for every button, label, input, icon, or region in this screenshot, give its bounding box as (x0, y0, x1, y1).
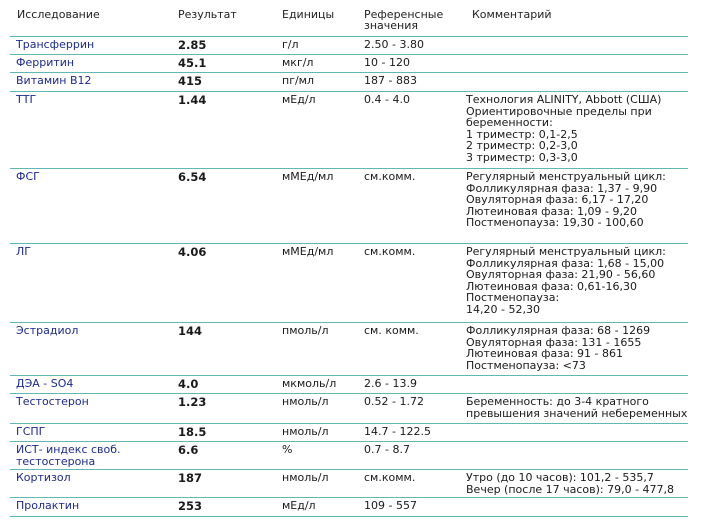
test-name (16, 396, 171, 408)
header-reference-line2: значения (364, 19, 419, 32)
reference-range: см. комм. (364, 324, 419, 337)
table-row (10, 375, 688, 393)
test-name-line: ГСПГ (16, 425, 46, 438)
units: г/л (282, 38, 299, 51)
result-value: 6.54 (178, 170, 207, 184)
reference-range: 2.50 - 3.80 (364, 38, 424, 51)
test-name-line: ФСГ (16, 170, 40, 183)
table-bottom-rule (10, 516, 688, 517)
units: мкмоль/л (282, 377, 337, 390)
result-value: 6.6 (178, 443, 199, 457)
comment (466, 472, 688, 495)
comment-line: Овуляторная фаза: 131 - 1655 (466, 335, 642, 349)
test-name-line: тестостерона (16, 454, 96, 468)
comment-line: Утро (до 10 часов): 101,2 - 535,7 (466, 471, 654, 484)
comment (466, 396, 688, 419)
comment-line: 2 триместр: 0,2-3,0 (466, 139, 578, 152)
comment-line: 3 триместр: 0,3-3,0 (466, 150, 578, 164)
table-row (10, 168, 688, 243)
comment (466, 171, 688, 229)
comment-line: превышения значений небеременных (466, 406, 688, 420)
header-result: Результат (178, 8, 237, 21)
header-comment: Комментарий (472, 8, 552, 21)
comment-line: Лютеиновая фаза: 1,09 - 9,20 (466, 204, 637, 218)
test-name-line: ТТГ (16, 93, 37, 106)
comment-line: Овуляторная фаза: 6,17 - 17,20 (466, 193, 649, 206)
test-name (16, 94, 171, 106)
comment-line: Фолликулярная фаза: 1,68 - 15,00 (466, 256, 665, 270)
reference-range: см.комм. (364, 170, 416, 183)
comment (466, 246, 688, 315)
reference-range: 14.7 - 122.5 (364, 425, 431, 438)
table-row (10, 91, 688, 168)
units: мЕд/л (282, 499, 316, 512)
result-value: 45.1 (178, 56, 207, 70)
result-value: 4.06 (178, 245, 207, 259)
test-name-line: Кортизол (16, 471, 71, 484)
table-row (10, 243, 688, 322)
comment-line: Беременность: до 3-4 кратного (466, 395, 649, 408)
result-value: 18.5 (178, 425, 207, 439)
table-row (10, 393, 688, 423)
comment (466, 325, 688, 371)
reference-range: 10 - 120 (364, 56, 410, 69)
test-name-line: ДЭА - SO4 (16, 377, 74, 390)
table-row (10, 36, 688, 54)
test-name (16, 426, 171, 438)
test-name (16, 325, 171, 337)
reference-range: 2.6 - 13.9 (364, 377, 417, 390)
reference-range: 187 - 883 (364, 74, 417, 87)
units: нмоль/л (282, 425, 329, 438)
comment-line: Лютеиновая фаза: 91 - 861 (466, 347, 624, 360)
test-name-line: Витамин B12 (16, 74, 92, 87)
test-name-line: ЛГ (16, 245, 31, 258)
test-name (16, 171, 171, 183)
table-row (10, 54, 688, 72)
units: нмоль/л (282, 471, 329, 484)
header-units: Единицы (282, 8, 335, 21)
header-reference-line1: Референсные (364, 8, 444, 21)
result-value: 4.0 (178, 377, 199, 391)
comment-line: Лютеиновая фаза: 0,61-16,30 (466, 279, 638, 293)
comment-line: Овуляторная фаза: 21,90 - 56,60 (466, 268, 656, 281)
comment-line: Вечер (после 17 часов): 79,0 - 477,8 (466, 482, 675, 496)
table-row (10, 441, 688, 469)
result-value: 1.23 (178, 395, 207, 409)
test-name-line: ИСТ- индекс своб. (16, 443, 121, 456)
units: % (282, 443, 293, 456)
comment-line: Фолликулярная фаза: 68 - 1269 (466, 324, 651, 337)
result-value: 2.85 (178, 38, 207, 52)
result-value: 1.44 (178, 93, 207, 107)
test-name (16, 39, 171, 51)
comment-line: Ориентировочные пределы при (466, 104, 652, 118)
result-value: 144 (178, 324, 203, 338)
reference-range: 0.7 - 8.7 (364, 443, 410, 456)
reference-range: 0.52 - 1.72 (364, 395, 424, 408)
test-name (16, 246, 171, 258)
result-value: 253 (178, 499, 203, 513)
comment-line: Фолликулярная фаза: 1,37 - 9,90 (466, 181, 658, 195)
comment-line: Регулярный менструальный цикл: (466, 170, 666, 183)
units: мЕд/л (282, 93, 316, 106)
test-name (16, 378, 171, 390)
test-name-line: Тестостерон (16, 395, 89, 408)
test-name (16, 57, 171, 69)
header-reference (364, 9, 443, 31)
header-test: Исследование (17, 8, 100, 21)
reference-range: 109 - 557 (364, 499, 417, 512)
test-name-line: Трансферрин (16, 38, 95, 51)
comment-line: Постменопауза: <73 (466, 358, 586, 372)
units: мМЕд/мл (282, 245, 334, 258)
comment (466, 94, 688, 163)
comment-line: 14,20 - 52,30 (466, 302, 540, 316)
comment-line: Регулярный менструальный цикл: (466, 245, 666, 258)
table-row (10, 469, 688, 497)
units: пг/мл (282, 74, 315, 87)
test-name-line: Пролактин (16, 499, 80, 512)
units: мкг/л (282, 56, 314, 69)
units: мМЕд/мл (282, 170, 334, 183)
table-header (0, 0, 704, 34)
test-name-line: Ферритин (16, 56, 75, 69)
comment-line: 1 триместр: 0,1-2,5 (466, 127, 578, 141)
comment-line: Постменопауза: (466, 291, 560, 304)
reference-range: см.комм. (364, 245, 416, 258)
test-name (16, 75, 171, 87)
reference-range: 0.4 - 4.0 (364, 93, 410, 106)
comment-line: Постменопауза: 19,30 - 100,60 (466, 216, 644, 229)
result-value: 187 (178, 471, 203, 485)
table-row (10, 72, 688, 91)
table-row (10, 322, 688, 375)
test-name (16, 500, 171, 512)
test-name (16, 444, 171, 467)
reference-range: см.комм. (364, 471, 416, 484)
units: пмоль/л (282, 324, 329, 337)
test-name (16, 472, 171, 484)
test-name-line: Эстрадиол (16, 324, 79, 337)
comment-line: Технология ALINITY, Abbott (США) (466, 93, 662, 106)
comment-line: беременности: (466, 116, 553, 129)
table-row (10, 497, 688, 516)
result-value: 415 (178, 74, 203, 88)
units: нмоль/л (282, 395, 329, 408)
table-row (10, 423, 688, 441)
